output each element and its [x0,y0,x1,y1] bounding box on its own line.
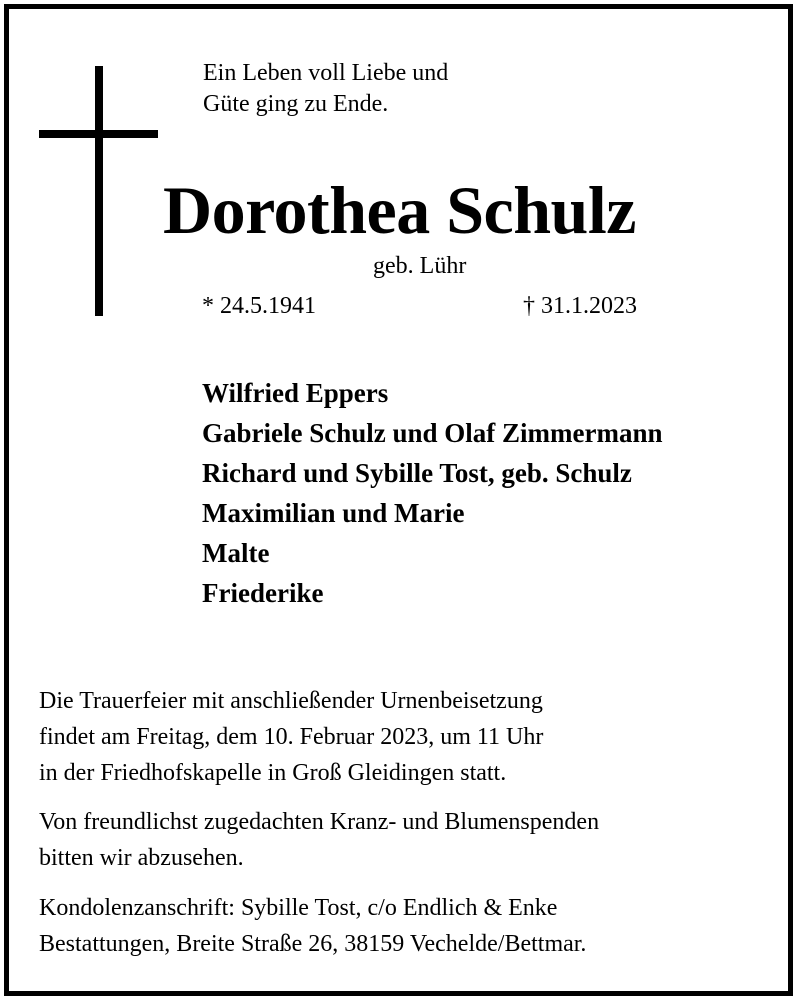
intro-text [203,58,448,120]
birth-date: * 24.5.1941 [202,293,316,319]
deceased-name: Dorothea Schulz [163,172,636,248]
death-date: † 31.1.2023 [523,293,637,319]
ceremony-line: in der Friedhofskapelle in Groß Gleidingen statt. [39,760,507,786]
address-line: Bestattungen, Breite Straße 26, 38159 Vechelde/Bettmar. [39,931,587,957]
ceremony-line: findet am Freitag, dem 10. Februar 2023, um 11 Uhr [39,724,544,750]
mourner-name: Friederike [202,578,324,608]
flowers-line: bitten wir abzusehen. [39,845,244,871]
intro-line: Ein Leben voll Liebe und [203,60,449,86]
mourner-name: Richard und Sybille Tost, geb. Schulz [202,458,632,488]
mourner-name: Malte [202,538,270,568]
mourner-name: Wilfried Eppers [202,378,389,408]
ceremony-line: Die Trauerfeier mit anschließender Urnenbeisetzung [39,688,543,714]
condolence-address [39,890,586,962]
ceremony-notice [39,683,543,791]
maiden-name: geb. Lühr [373,253,467,279]
mourners-list [202,373,663,613]
mourner-name: Maximilian und Marie [202,498,465,528]
address-line: Kondolenzanschrift: Sybille Tost, c/o Endlich & Enke [39,895,558,921]
intro-line: Güte ging zu Ende. [203,91,389,117]
flowers-line: Von freundlichst zugedachten Kranz- und Blumenspenden [39,809,600,835]
mourner-name: Gabriele Schulz und Olaf Zimmermann [202,418,663,448]
flowers-note [39,804,599,876]
